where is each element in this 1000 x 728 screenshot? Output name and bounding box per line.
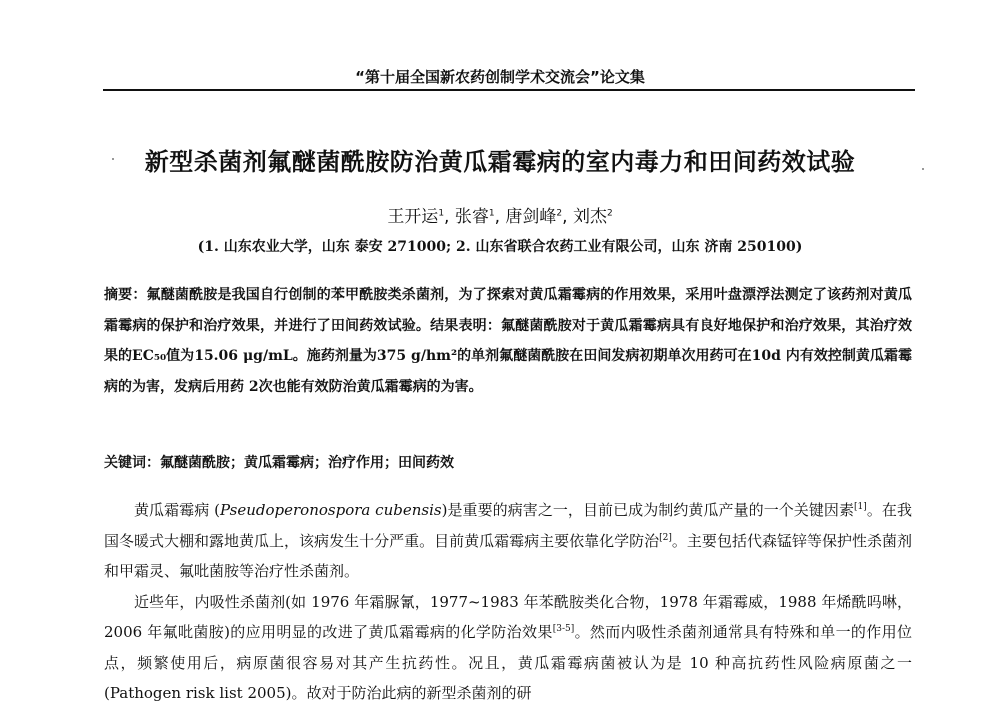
keywords-text: 氟醚菌酰胺；黄瓜霜霉病；治疗作用；田间药效	[160, 455, 454, 471]
citation-ref: [1]	[854, 502, 867, 512]
scan-artifact	[922, 168, 924, 170]
scan-artifact	[112, 158, 114, 160]
text-run: 。在我国冬暖式大棚和露地黄瓜上，该病发生十分严重。目前黄瓜霜霉病主要依靠化学防治	[104, 501, 912, 550]
author-affiliation-mark: 2	[556, 208, 563, 219]
header-rule	[103, 89, 915, 91]
body-paragraph	[104, 495, 912, 587]
body-text	[104, 495, 912, 709]
citation-ref: [3-5]	[552, 624, 575, 634]
keywords-label: 关键词：	[104, 455, 160, 471]
text-run: 。然而内吸性杀菌剂通常具有特殊和单一的作用位点，频繁使用后，病原菌很容易对其产生抗药性。况且，黄瓜霜霉病菌被认为是 10 种高抗药性风险病原菌之一(Pathogen risk list 2005)。故对于防治此病的新型杀菌剂的研	[104, 623, 912, 702]
author-affiliation-mark: 2	[606, 208, 613, 219]
keywords	[104, 452, 912, 472]
citation-ref: [2]	[659, 532, 672, 543]
body-paragraph	[104, 587, 912, 709]
text-run: )是重要的病害之一，目前已成为制约黄瓜产量的一个关键因素	[441, 501, 855, 519]
author-affiliation-mark: 1	[438, 208, 445, 219]
author-name: 刘杰	[572, 207, 607, 227]
paper-title: 新型杀菌剂氟醚菌酰胺防治黄瓜霜霉病的室内毒力和田间药效试验	[144, 148, 856, 176]
abstract	[104, 280, 912, 402]
latin-name: Pseudoperonospora cubensis	[219, 501, 442, 519]
running-header: “第十届全国新农药创制学术交流会”论文集	[355, 68, 645, 86]
author-affiliation-mark: 1	[488, 208, 495, 219]
author-name: 王开运	[387, 207, 439, 227]
text-run: 。主要包括代森锰锌等保护性杀菌剂和甲霜灵、氟吡菌胺等治疗性杀菌剂。	[104, 531, 912, 580]
author-name: 张睿	[454, 207, 489, 227]
author-list: 王开运$^1$, 张睿$^1$, 唐剑峰$^2$, 刘杰$^2$	[387, 207, 613, 227]
text-run: 近些年，内吸性杀菌剂(如 1976 年霜脲氰，1977~1983 年苯酰胺类化合物，1978 年霜霉威，1988 年烯酰吗啉，2006 年氟吡菌胺)的应用明显的改进了黄瓜霜霉病的化学防治效果	[104, 592, 912, 641]
abstract-label: 摘要：	[104, 287, 147, 303]
affiliations: (1. 山东农业大学，山东 泰安 271000; 2. 山东省联合农药工业有限公司，山东 济南 250100)	[197, 239, 803, 255]
author-name: 唐剑峰	[505, 207, 557, 227]
text-run: 黄瓜霜霉病 (	[134, 501, 220, 519]
abstract-text: 氟醚菌酰胺是我国自行创制的苯甲酰胺类杀菌剂，为了探索对黄瓜霜霉病的作用效果，采用叶盘漂浮法测定了该药剂对黄瓜霜霉病的保护和治疗效果，并进行了田间药效试验。结果表明：氟醚菌酰胺对于黄瓜霜霉病具有良好地保护和治疗效果，其治疗效果的EC₅₀值为15.06 μg/mL。施药剂量为375 g/hm²的单剂氟醚菌酰胺在田间发病初期单次用药可在10d 内有效控制黄瓜霜霉病的为害，发病后用药 2次也能有效防治黄瓜霜霉病的为害。	[104, 287, 913, 395]
